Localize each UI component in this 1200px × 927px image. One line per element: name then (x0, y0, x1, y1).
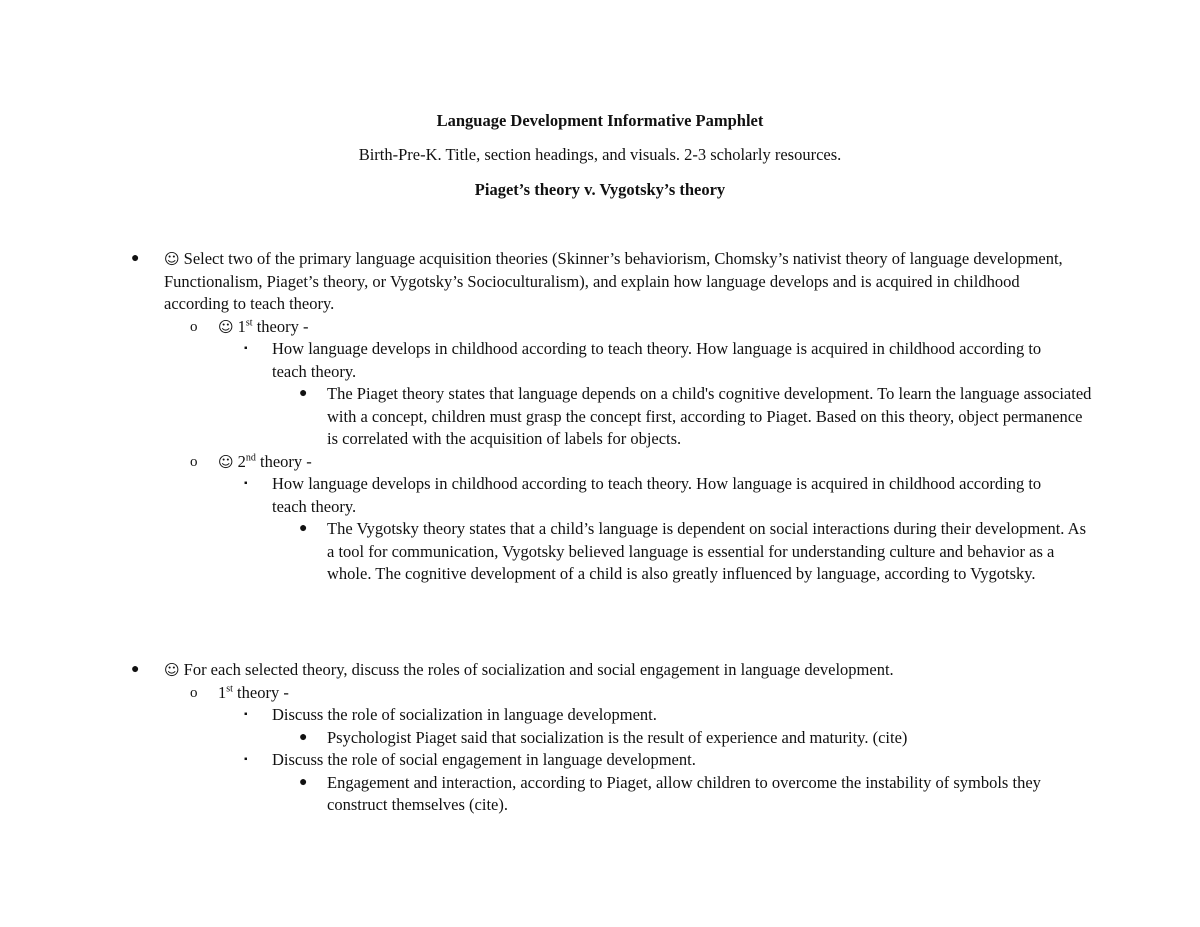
smiley-icon: ☺ (164, 661, 180, 679)
circle-marker: o (190, 453, 198, 470)
theory-number: 1 (237, 316, 246, 336)
theory2-prompt: How language develops in childhood according to teach theory. How language is acquired in childhood according to teach theory. (272, 474, 1042, 516)
bullet-marker: ● (299, 521, 308, 536)
ordinal-suffix: nd (245, 452, 256, 463)
ordinal-suffix: st (245, 317, 253, 328)
bullet-marker: ● (131, 251, 140, 266)
section2-list (0, 659, 1200, 817)
list-item (0, 248, 1064, 316)
theory-label: theory - (252, 316, 309, 336)
list-item (0, 383, 1097, 451)
theory1-prompt: How language develops in childhood according to teach theory. How language is acquired in childhood according to teach theory. (272, 339, 1042, 381)
list-item (0, 772, 1097, 817)
section1-intro: Select two of the primary language acquisition theories (Skinner’s behaviorism, Chomsky’s nativist theory of language development, Functionalism, Piaget’s theory, or Vygotsky’s Socioculturalism), and explain how language develops and is acquired in childhood according to teach theory. (164, 249, 1063, 313)
ordinal-suffix: st (226, 683, 233, 694)
bullet-marker: ● (131, 662, 140, 677)
theory-label: theory - (255, 451, 312, 471)
theory-label: theory - (232, 682, 289, 702)
section1-list (0, 248, 1200, 586)
list-item (0, 659, 1064, 682)
list-item (0, 749, 1042, 772)
circle-marker: o (190, 684, 198, 701)
list-item (0, 316, 1078, 339)
engagement-answer: Engagement and interaction, according to Piaget, allow children to overcome the instability of symbols they construct themselves (cite). (327, 772, 1041, 814)
bullet-marker: ● (299, 386, 308, 401)
square-marker: ▪ (244, 754, 248, 765)
bullet-marker: ● (299, 774, 308, 790)
bullet-marker: ● (299, 729, 308, 745)
engagement-prompt: Discuss the role of social engagement in language development. (272, 750, 696, 769)
circle-marker: o (190, 318, 198, 335)
smiley-icon: ☺ (218, 317, 234, 336)
socialization-answer: Psychologist Piaget said that socialization is the result of experience and maturity. (cite) (327, 727, 908, 747)
socialization-prompt: Discuss the role of socialization in language development. (272, 705, 657, 724)
theory2-answer: The Vygotsky theory states that a child’s language is dependent on social interactions during their development. As a tool for communication, Vygotsky believed language is essential for understanding culture and behavior as a whole. The cognitive development of a child is also greatly influenced by language, according to Vygotsky. (327, 519, 1086, 583)
list-item (0, 451, 1078, 474)
list-item (0, 473, 1042, 518)
list-item (0, 704, 1042, 727)
list-item (0, 338, 1042, 383)
smiley-icon: ☺ (164, 250, 180, 268)
square-marker: ▪ (244, 709, 248, 720)
list-item (0, 518, 1097, 586)
smiley-icon: ☺ (218, 452, 234, 471)
theory1-answer: The Piaget theory states that language depends on a child's cognitive development. To learn the language associated with a concept, children must grasp the concept first, according to Piaget. Based on this theory, object permanence is correlated with the acquisition of labels for objects. (327, 384, 1092, 448)
square-marker: ▪ (244, 478, 248, 489)
section2-intro: For each selected theory, discuss the roles of socialization and social engagement in language development. (183, 660, 894, 679)
document-title: Language Development Informative Pamphlet (436, 111, 764, 130)
section-heading: Piaget’s theory v. Vygotsky’s theory (474, 180, 726, 199)
theory-number: 1 (218, 682, 227, 702)
document-subtitle: Birth-Pre-K. Title, section headings, and visuals. 2-3 scholarly resources. (358, 145, 842, 164)
square-marker: ▪ (244, 343, 248, 354)
list-item (0, 682, 1078, 705)
list-item (0, 727, 1097, 750)
theory-number: 2 (237, 451, 246, 471)
